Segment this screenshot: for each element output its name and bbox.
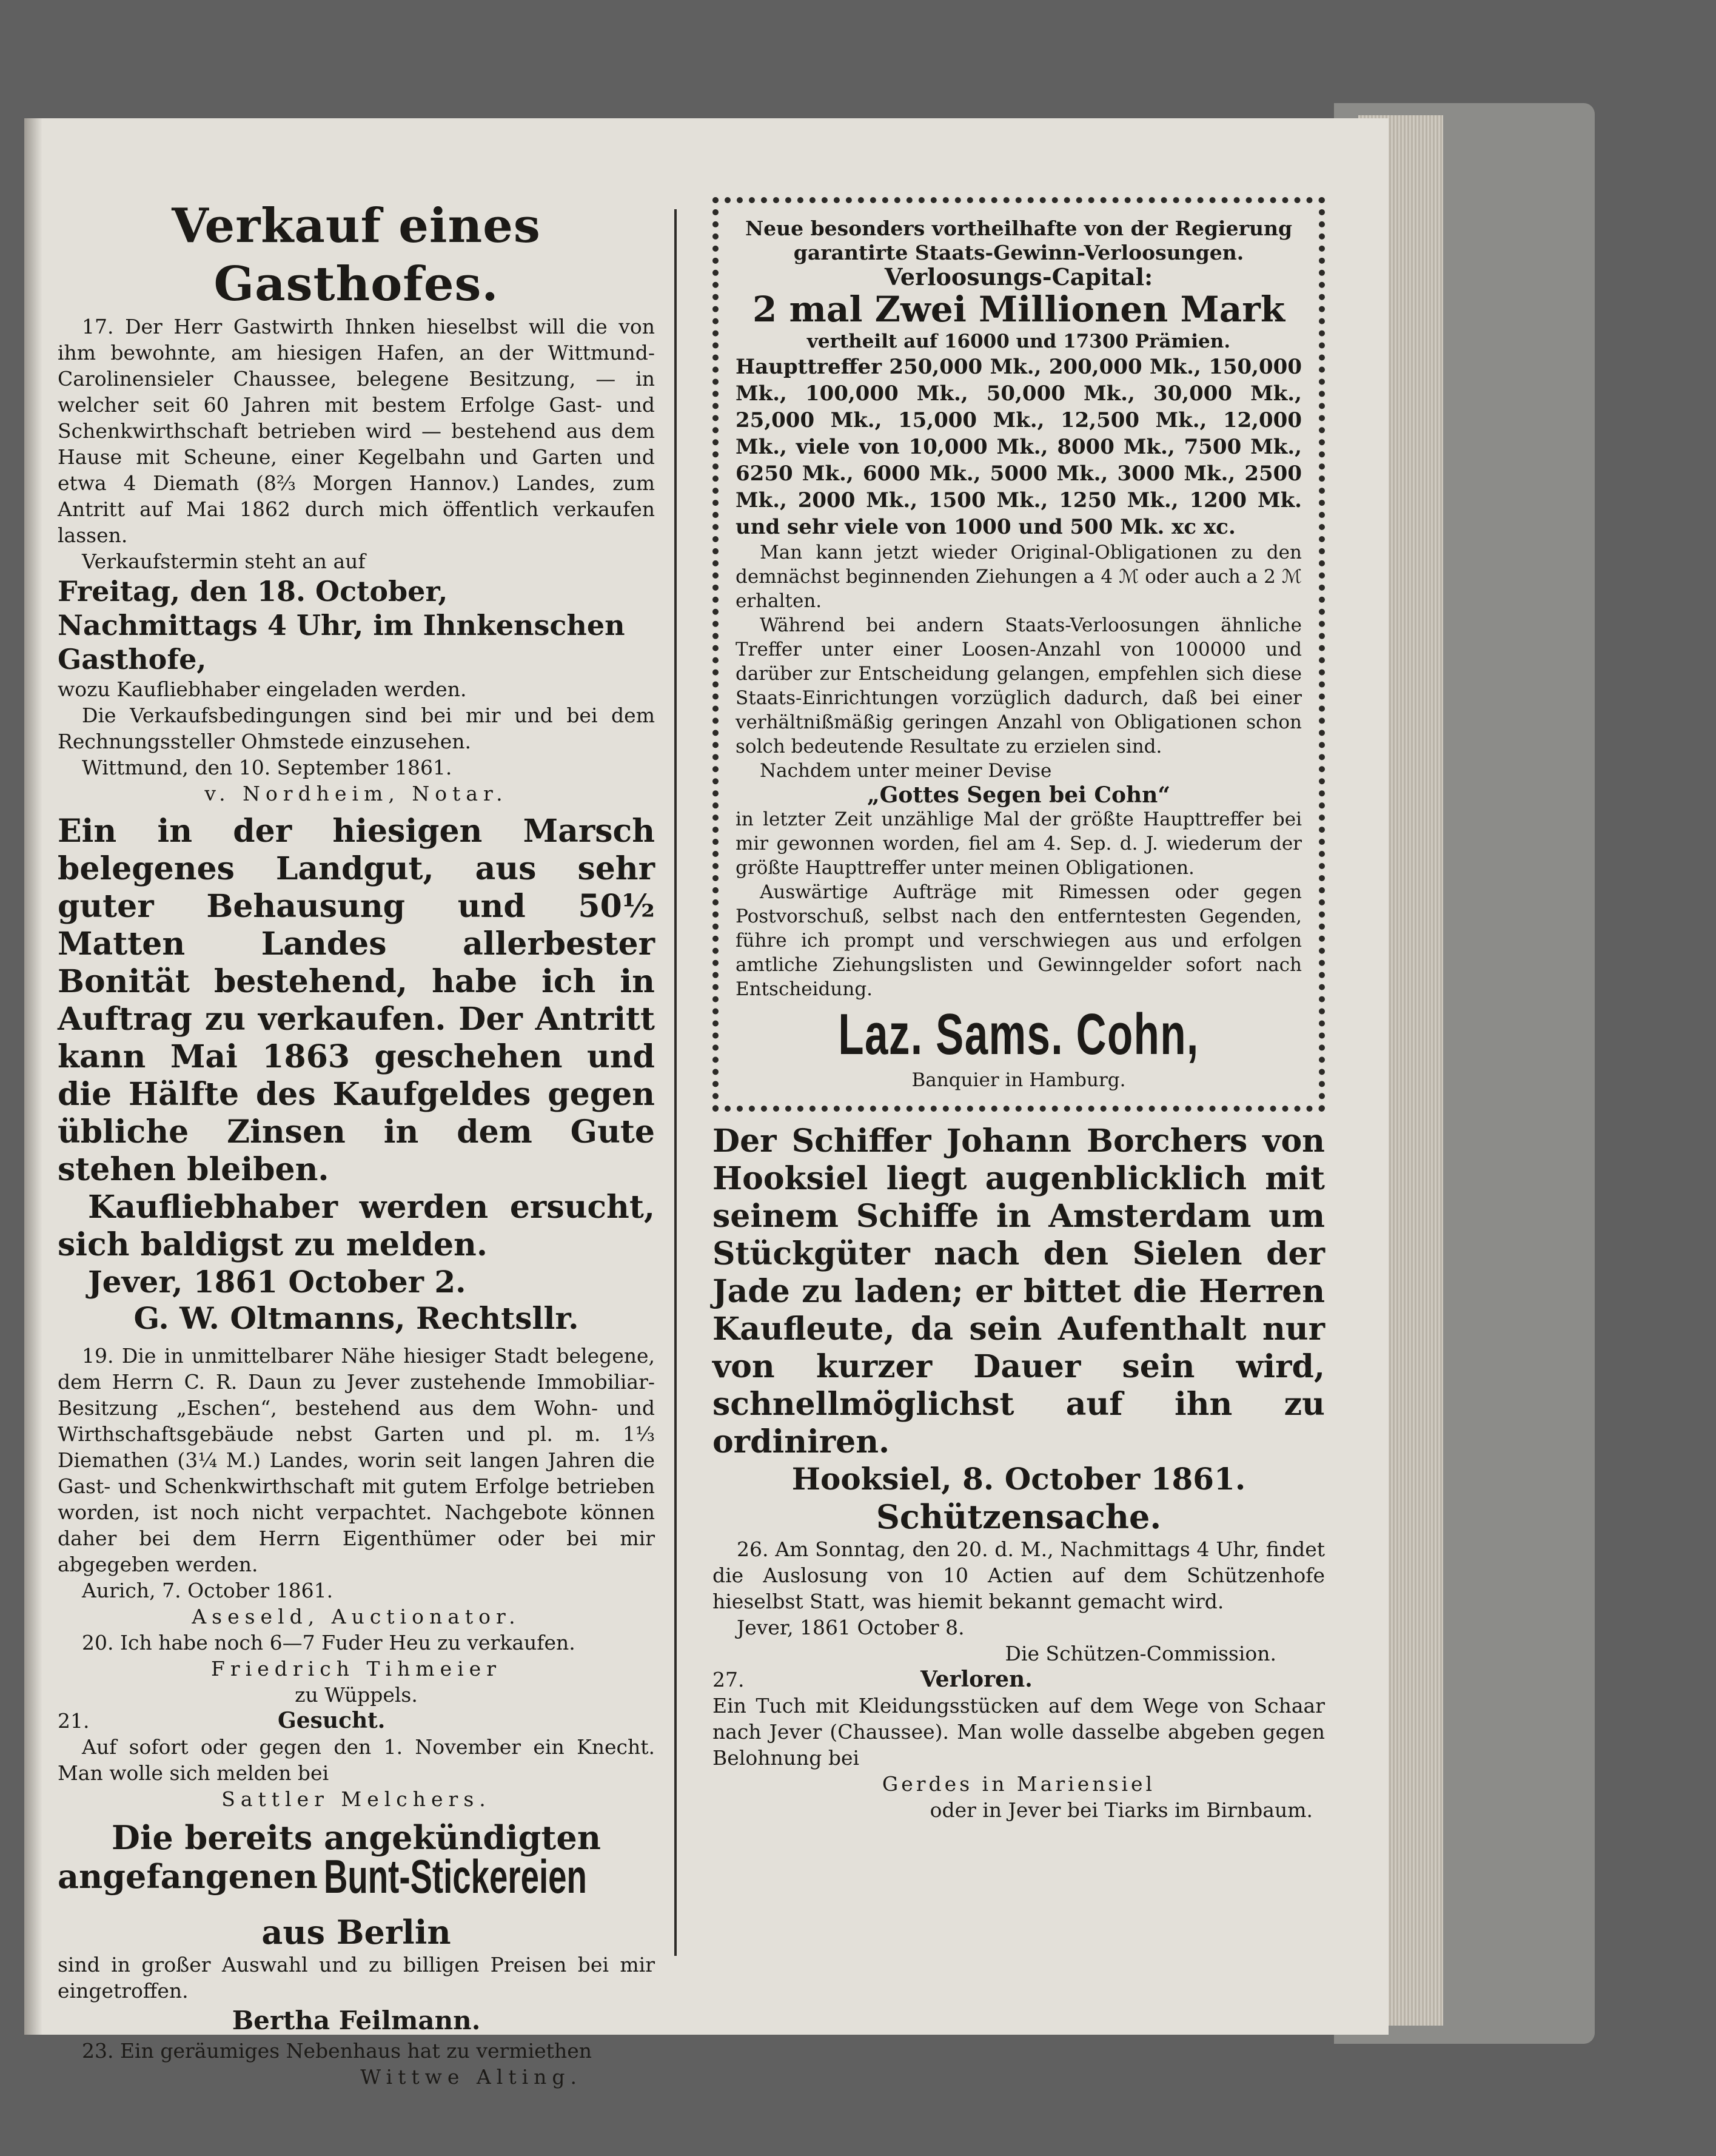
ad22-line1: Die bereits angekündigten bbox=[112, 1818, 601, 1857]
ad18-text: Ein in der hiesigen Marsch belegenes Landgut, aus sehr guter Behausung und 50½ Matten Landes allerbester Bonität bestehend, habe ich in Auftrag zu verkaufen. Der Antritt kann Mai 1863 geschehen und die Hälfte des Kaufgeldes gegen übliche Zinsen in dem Gute stehen bleiben. bbox=[58, 813, 655, 1188]
page-gutter bbox=[24, 118, 42, 2035]
ad18-place-date: Jever, 1861 October 2. bbox=[88, 1264, 466, 1300]
lottery-motto: „Gottes Segen bei Cohn“ bbox=[866, 782, 1171, 808]
ad19-text: 19. Die in unmittelbarer Nähe hiesiger Stadt belegene, dem Herrn C. R. Daun zu Jever zustehende Immobiliar-Besitzung „Eschen“, bestehend aus dem Wohn- und Wirthschaftsgebäude nebst Garten und pl. m. 1⅓ Diemathen (3¼ M.) Landes, worin seit langen Jahren die Gast- und Schenkwirthschaft mit gutem Erfolge betrieben worden, ist noch nicht verpachtet. Nachgebote können daher bei dem Herrn Eigenthümer oder bei mir abgegeben werden. bbox=[58, 1344, 655, 1576]
ad27-number: 27. bbox=[712, 1668, 745, 1691]
ad20-signature: Friedrich Tihmeier bbox=[211, 1657, 501, 1681]
ad17-conditions: Die Verkaufsbedingungen sind bei mir und bei dem Rechnungssteller Ohmstede einzusehen. bbox=[58, 704, 655, 753]
lottery-capital: 2 mal Zwei Millionen Mark bbox=[752, 289, 1285, 330]
right-column bbox=[712, 197, 1325, 1823]
lottery-ad-box bbox=[712, 197, 1325, 1112]
lottery-orders: Auswärtige Aufträge mit Rimessen oder gegen Postvorschuß, selbst nach den entferntesten Gegenden, führe ich prompt und verschwiegen aus und erfolgen amtliche Ziehungslisten und Gewinngelder sofort nach Entscheidung. bbox=[736, 881, 1302, 1000]
lottery-intro: Neue besonders vortheilhafte von der Regierung garantirte Staats-Gewinn-Verloosungen. bbox=[745, 217, 1293, 264]
ad22-line2-a: angefangenen bbox=[58, 1857, 318, 1896]
ad17-date: Freitag, den 18. October, Nachmittags 4 Uhr, im Ihnkenschen Gasthofe, bbox=[58, 575, 625, 676]
ad21-signature: Sattler Melchers. bbox=[221, 1787, 491, 1811]
ad19-place-date: Aurich, 7. October 1861. bbox=[82, 1579, 333, 1602]
lottery-compare: Während bei andern Staats-Verloosungen ähnliche Treffer unter einer Loosen-Anzahl von 100000 und darüber zur Entscheidung gelangen, empfehlen sich diese Staats-Einrichtungen vorzüglich dadurch, daß bei einer verhältnißmäßig geringen Anzahl von Obligationen schon solch bedeutende Resultate zu erzielen sind. bbox=[736, 614, 1302, 757]
ad20-text: 20. Ich habe noch 6—7 Fuder Heu zu verkaufen. bbox=[82, 1631, 575, 1654]
ad22-line3: aus Berlin bbox=[261, 1913, 451, 1952]
ad27-contact1: Gerdes in Mariensiel bbox=[882, 1772, 1156, 1796]
ad22-text: sind in großer Auswahl und zu billigen Preisen bei mir eingetroffen. bbox=[58, 1953, 655, 2003]
ad20-signature-place: zu Wüppels. bbox=[295, 1683, 418, 1707]
ad17-term-intro: Verkaufstermin steht an auf bbox=[82, 549, 366, 573]
ad26-heading: Schützensache. bbox=[876, 1497, 1162, 1536]
ad21-header bbox=[58, 1708, 655, 1734]
heading-sale: Verkauf eines Gasthofes. bbox=[172, 198, 541, 312]
ad17-signature: v. Nordheim, Notar. bbox=[204, 782, 508, 805]
ad22-signature: Bertha Feilmann. bbox=[232, 2006, 481, 2035]
column-rule bbox=[674, 209, 677, 1956]
ad18-signature: G. W. Oltmanns, Rechtsllr. bbox=[133, 1300, 579, 1336]
lottery-banker-title: Banquier in Hamburg. bbox=[911, 1069, 1126, 1091]
ad21-number: 21. bbox=[58, 1709, 90, 1733]
ad21-text: Auf sofort oder gegen den 1. November ein Knecht. Man wolle sich melden bei bbox=[58, 1735, 655, 1785]
lottery-motto-intro: Nachdem unter meiner Devise bbox=[760, 760, 1052, 782]
ad22-line2-b: Bunt-Stickereien bbox=[324, 1849, 588, 1903]
ad25-place-date: Hooksiel, 8. October 1861. bbox=[791, 1461, 1246, 1497]
lottery-capital-label: Verloosungs-Capital: bbox=[884, 263, 1153, 290]
ad27-heading: Verloren. bbox=[920, 1667, 1033, 1692]
lottery-banker-name: Laz. Sams. Cohn, bbox=[838, 1002, 1199, 1067]
ad27-contact2: oder in Jever bei Tiarks im Birnbaum. bbox=[930, 1798, 1313, 1822]
ad23-text: 23. Ein geräumiges Nebenhaus hat zu vermiethen bbox=[82, 2039, 592, 2063]
ad19-signature: Aseseld, Auctionator. bbox=[192, 1605, 521, 1628]
ad27-text: Ein Tuch mit Kleidungsstücken auf dem Wege von Schaar nach Jever (Chaussee). Man wolle dasselbe abgeben gegen Belohnung bei bbox=[712, 1694, 1325, 1770]
left-column bbox=[58, 197, 655, 2090]
ad26-signature: Die Schützen-Commission. bbox=[1005, 1642, 1276, 1665]
ad23-signature: Wittwe Alting. bbox=[360, 2065, 582, 2089]
ad17-text: 17. Der Herr Gastwirth Ihnken hieselbst will die von ihm bewohnte, am hiesigen Hafen, an der Wittmund-Carolinensieler Chaussee, belegene Besitzung, — in welcher seit 60 Jahren mit bestem Erfolge Gast- und Schenkwirthschaft betrieben wird — bestehend aus dem Hause mit Scheune, einer Kegelbahn und Garten und etwa 4 Diemath (8⅔ Morgen Hannov.) Landes, zum Antritt auf Mai 1862 durch mich öffentlich verkaufen lassen. bbox=[58, 315, 655, 547]
ad18-buyers: Kaufliebhaber werden ersucht, sich baldigst zu melden. bbox=[58, 1189, 655, 1263]
ad17-invite: wozu Kaufliebhaber eingeladen werden. bbox=[58, 677, 467, 701]
ad26-place-date: Jever, 1861 October 8. bbox=[737, 1616, 965, 1639]
ad21-heading: Gesucht. bbox=[277, 1708, 386, 1733]
ad22-line2 bbox=[58, 1849, 655, 1913]
ad27-header bbox=[712, 1667, 1325, 1693]
lottery-motto-text: in letzter Zeit unzählige Mal der größte Haupttreffer bei mir gewonnen worden, fiel am 4. Sep. d. J. wiederum der größte Haupttreffer unter meinen Obligationen. bbox=[736, 808, 1302, 879]
ad25-text: Der Schiffer Johann Borchers von Hooksiel liegt augenblicklich mit seinem Schiffe in Amsterdam um Stückgüter nach den Sielen der Jade zu laden; er bittet die Herren Kaufleute, da sein Aufenthalt nur von kurzer Dauer sein wird, schnellmöglichst auf ihn zu ordiniren. bbox=[712, 1123, 1325, 1460]
ad17-place-date: Wittmund, den 10. September 1861. bbox=[82, 756, 452, 779]
lottery-prizes: Haupttreffer 250,000 Mk., 200,000 Mk., 150,000 Mk., 100,000 Mk., 50,000 Mk., 30,000 Mk., 25,000 Mk., 15,000 Mk., 12,500 Mk., 12,000 Mk., viele von 10,000 Mk., 8000 Mk., 7500 Mk., 6250 Mk., 6000 Mk., 5000 Mk., 3000 Mk., 2500 Mk., 2000 Mk., 1500 Mk., 1250 Mk., 1200 Mk. und sehr viele von 1000 und 500 Mk. xc xc. bbox=[736, 355, 1302, 539]
ad26-text: 26. Am Sonntag, den 20. d. M., Nachmittags 4 Uhr, findet die Auslosung von 10 Actien auf dem Schützenhofe hieselbst Statt, was hiemit bekannt gemacht wird. bbox=[712, 1537, 1325, 1613]
lottery-distribution: vertheilt auf 16000 und 17300 Prämien. bbox=[806, 331, 1231, 352]
lottery-obligations: Man kann jetzt wieder Original-Obligationen zu den demnächst beginnenden Ziehungen a 4 ℳ oder auch a 2 ℳ erhalten. bbox=[736, 542, 1302, 612]
newspaper-page bbox=[24, 118, 1389, 2089]
